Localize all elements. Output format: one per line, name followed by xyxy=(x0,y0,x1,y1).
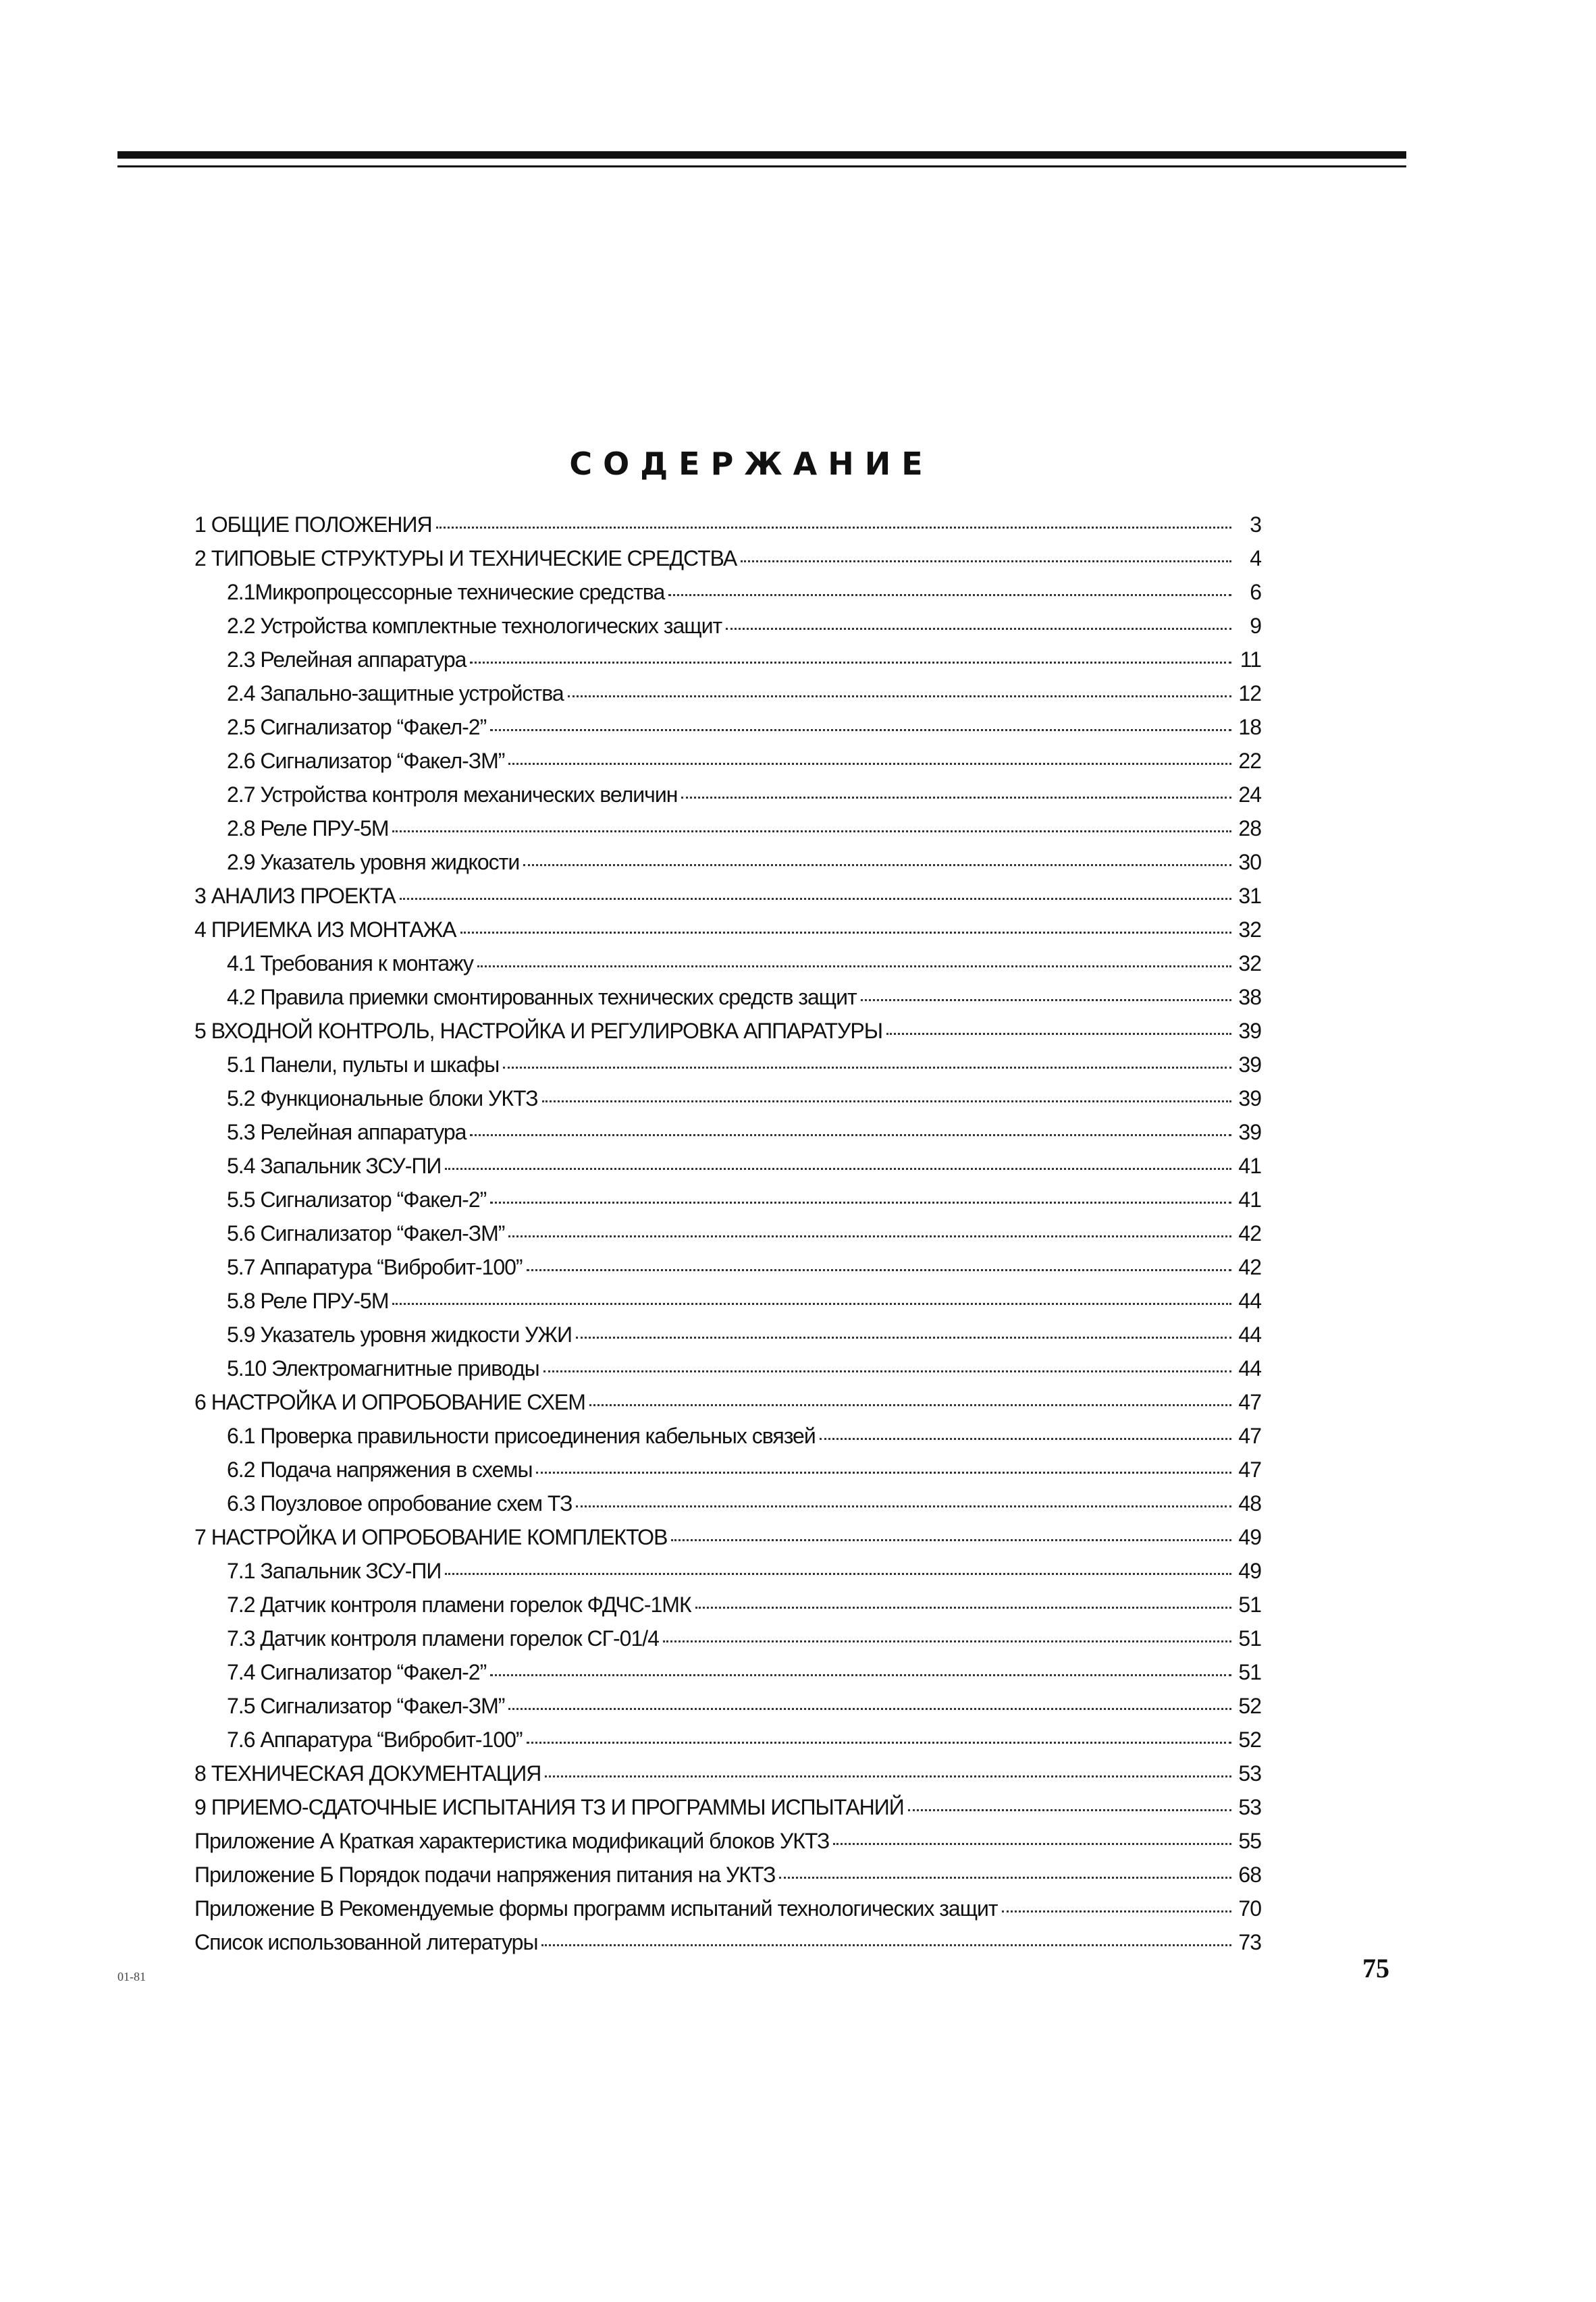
toc-entry xyxy=(194,1588,1261,1622)
toc-entry-title: 7.4 Сигнализатор “Факел-2” xyxy=(227,1660,487,1684)
toc-entry-title: Список использованной литературы xyxy=(194,1930,538,1954)
toc-entry-page: 51 xyxy=(1238,1592,1261,1617)
dot-leader xyxy=(589,1399,1231,1406)
toc-entry-page: 12 xyxy=(1238,681,1261,705)
toc-entry-page: 47 xyxy=(1238,1390,1261,1414)
toc-entry-page: 53 xyxy=(1238,1761,1261,1786)
toc-entry xyxy=(194,710,1261,744)
dot-leader xyxy=(886,1027,1231,1035)
toc-entry xyxy=(194,811,1261,845)
toc-entry-page: 9 xyxy=(1250,614,1261,638)
dot-leader xyxy=(668,589,1231,596)
dot-leader xyxy=(460,926,1232,934)
toc-entry-title: 6 НАСТРОЙКА И ОПРОБОВАНИЕ СХЕМ xyxy=(194,1390,585,1414)
toc-entry-page: 4 xyxy=(1250,546,1261,570)
toc-entry-title: 5.3 Релейная аппаратура xyxy=(227,1120,467,1144)
toc-entry-page: 55 xyxy=(1238,1829,1261,1853)
toc-entry-title: 9 ПРИЕМО-СДАТОЧНЫЕ ИСПЫТАНИЯ ТЗ И ПРОГРАММЫ ИСПЫТАНИЙ xyxy=(194,1795,904,1819)
dot-leader xyxy=(490,1196,1231,1204)
toc-entry xyxy=(194,1655,1261,1689)
dot-leader xyxy=(477,960,1231,967)
toc-entry-page: 18 xyxy=(1238,715,1261,739)
toc-entry-page: 44 xyxy=(1238,1356,1261,1381)
toc-entry-title: 5.1 Панели, пульты и шкафы xyxy=(227,1052,500,1077)
page-number: 75 xyxy=(1362,1953,1389,1983)
toc-entry-page: 6 xyxy=(1250,580,1261,604)
dot-leader xyxy=(681,791,1231,799)
toc-entry-title: 2.9 Указатель уровня жидкости xyxy=(227,850,520,874)
dot-leader xyxy=(470,656,1231,664)
toc-entry-page: 41 xyxy=(1238,1187,1261,1212)
toc-entry xyxy=(194,1689,1261,1723)
toc-entry xyxy=(194,1318,1261,1351)
dot-leader xyxy=(508,1230,1231,1237)
toc-entry-page: 39 xyxy=(1238,1120,1261,1144)
toc-entry-page: 42 xyxy=(1238,1255,1261,1279)
toc-entry-page: 31 xyxy=(1238,884,1261,908)
dot-leader xyxy=(527,1736,1231,1744)
toc-entry xyxy=(194,1757,1261,1790)
toc-entry-title: Приложение В Рекомендуемые формы программ испытаний технологических защит xyxy=(194,1896,998,1921)
dot-leader xyxy=(576,1500,1231,1507)
toc-entry xyxy=(194,1790,1261,1824)
toc-entry xyxy=(194,609,1261,643)
toc-entry-title: 5.5 Сигнализатор “Факел-2” xyxy=(227,1187,487,1212)
toc-entry xyxy=(194,778,1261,811)
toc-entry-title: 2.1Микропроцессорные технические средства xyxy=(227,580,665,604)
toc-entry xyxy=(194,946,1261,980)
toc-entry-page: 51 xyxy=(1238,1626,1261,1651)
toc-entry-page: 39 xyxy=(1238,1086,1261,1110)
header-rule-thin xyxy=(117,165,1406,167)
toc-entry-title: 5.8 Реле ПРУ-5М xyxy=(227,1289,389,1313)
toc-entry xyxy=(194,1419,1261,1453)
toc-entry-title: 2.6 Сигнализатор “Факел-ЗМ” xyxy=(227,749,505,773)
toc-entry xyxy=(194,1453,1261,1487)
dot-leader xyxy=(445,1568,1231,1575)
toc-entry xyxy=(194,1925,1261,1959)
toc-entry-title: 5 ВХОДНОЙ КОНТРОЛЬ, НАСТРОЙКА И РЕГУЛИРОВКА АППАРАТУРЫ xyxy=(194,1019,883,1043)
dot-leader xyxy=(490,1669,1231,1676)
toc-entry xyxy=(194,980,1261,1014)
dot-leader xyxy=(543,1365,1231,1372)
toc-entry-page: 39 xyxy=(1238,1019,1261,1043)
toc-entry-page: 32 xyxy=(1238,917,1261,942)
toc-entry-title: Приложение А Краткая характеристика модификаций блоков УКТЗ xyxy=(194,1829,830,1853)
print-code: 01-81 xyxy=(117,1970,146,1983)
toc-entry-title: 7.2 Датчик контроля пламени горелок ФДЧС-1МК xyxy=(227,1592,691,1617)
toc-entry-page: 49 xyxy=(1238,1525,1261,1549)
toc-entry-title: 7.3 Датчик контроля пламени горелок СГ-01/4 xyxy=(227,1626,659,1651)
toc-entry-title: 4.1 Требования к монтажу xyxy=(227,951,473,975)
dot-leader xyxy=(470,1129,1231,1136)
toc-entry-page: 24 xyxy=(1238,782,1261,807)
toc-entry-title: 5.9 Указатель уровня жидкости УЖИ xyxy=(227,1322,572,1347)
toc-entry-page: 41 xyxy=(1238,1154,1261,1178)
toc-entry xyxy=(194,1487,1261,1520)
dot-leader xyxy=(527,1264,1231,1271)
toc-entry-page: 44 xyxy=(1238,1322,1261,1347)
toc-entry-title: 6.1 Проверка правильности присоединения кабельных связей xyxy=(227,1424,816,1448)
toc-entry-page: 48 xyxy=(1238,1491,1261,1516)
toc-entry-title: 2.3 Релейная аппаратура xyxy=(227,647,467,672)
toc-entry xyxy=(194,879,1261,913)
toc-entry-page: 32 xyxy=(1238,951,1261,975)
toc-entry-title: 7 НАСТРОЙКА И ОПРОБОВАНИЕ КОМПЛЕКТОВ xyxy=(194,1525,668,1549)
toc-entry xyxy=(194,676,1261,710)
toc-entry-title: 2.7 Устройства контроля механических величин xyxy=(227,782,678,807)
toc-entry-title: 2 ТИПОВЫЕ СТРУКТУРЫ И ТЕХНИЧЕСКИЕ СРЕДСТВА xyxy=(194,546,737,570)
toc-entry xyxy=(194,1216,1261,1250)
toc-entry xyxy=(194,575,1261,609)
toc-entry xyxy=(194,845,1261,879)
toc-entry-page: 68 xyxy=(1238,1863,1261,1887)
dot-leader xyxy=(908,1804,1231,1811)
dot-leader xyxy=(726,622,1231,630)
dot-leader xyxy=(1002,1905,1231,1912)
toc-entry-title: 7.1 Запальник ЗСУ-ПИ xyxy=(227,1559,442,1583)
toc-entry xyxy=(194,1723,1261,1757)
toc-entry-title: 2.5 Сигнализатор “Факел-2” xyxy=(227,715,487,739)
toc-entry xyxy=(194,508,1261,541)
toc-entry-title: 5.10 Электромагнитные приводы xyxy=(227,1356,539,1381)
toc-entry xyxy=(194,1081,1261,1115)
toc-entry-page: 53 xyxy=(1238,1795,1261,1819)
toc-entry-page: 47 xyxy=(1238,1457,1261,1482)
toc-entry xyxy=(194,1622,1261,1655)
toc-entry-title: Приложение Б Порядок подачи напряжения питания на УКТЗ xyxy=(194,1863,776,1887)
dot-leader xyxy=(392,825,1231,832)
toc-entry-page: 3 xyxy=(1250,512,1261,537)
toc-entry-page: 38 xyxy=(1238,985,1261,1009)
toc-entry xyxy=(194,1351,1261,1385)
dot-leader xyxy=(536,1466,1231,1474)
dot-leader xyxy=(779,1871,1231,1879)
dot-leader xyxy=(523,859,1231,866)
toc-entry xyxy=(194,1149,1261,1183)
table-of-contents xyxy=(194,508,1261,1959)
toc-entry xyxy=(194,1892,1261,1925)
toc-entry-title: 5.6 Сигнализатор “Факел-ЗМ” xyxy=(227,1221,505,1246)
dot-leader xyxy=(741,555,1231,562)
toc-entry xyxy=(194,541,1261,575)
dot-leader xyxy=(503,1061,1231,1069)
toc-entry xyxy=(194,1385,1261,1419)
toc-entry xyxy=(194,643,1261,676)
toc-entry xyxy=(194,1520,1261,1554)
dot-leader xyxy=(820,1433,1231,1440)
toc-entry-page: 39 xyxy=(1238,1052,1261,1077)
toc-entry-title: 6.3 Поузловое опробование схем ТЗ xyxy=(227,1491,573,1516)
toc-entry-page: 70 xyxy=(1238,1896,1261,1921)
dot-leader xyxy=(392,1297,1231,1305)
toc-entry xyxy=(194,1250,1261,1284)
toc-entry-page: 52 xyxy=(1238,1728,1261,1752)
toc-entry-title: 3 АНАЛИЗ ПРОЕКТА xyxy=(194,884,396,908)
toc-entry xyxy=(194,1048,1261,1081)
dot-leader xyxy=(490,724,1231,731)
dot-leader xyxy=(542,1095,1231,1102)
dot-leader xyxy=(568,690,1231,697)
toc-entry-title: 4.2 Правила приемки смонтированных технических средств защит xyxy=(227,985,857,1009)
toc-entry-page: 11 xyxy=(1240,647,1261,672)
toc-entry-page: 51 xyxy=(1238,1660,1261,1684)
toc-entry xyxy=(194,1824,1261,1858)
toc-entry xyxy=(194,1284,1261,1318)
toc-entry-page: 44 xyxy=(1238,1289,1261,1313)
dot-leader xyxy=(545,1770,1231,1777)
dot-leader xyxy=(861,994,1231,1001)
toc-entry-title: 1 ОБЩИЕ ПОЛОЖЕНИЯ xyxy=(194,512,432,537)
toc-entry xyxy=(194,1115,1261,1149)
toc-entry-title: 2.4 Запально-защитные устройства xyxy=(227,681,564,705)
toc-entry-title: 6.2 Подача напряжения в схемы xyxy=(227,1457,533,1482)
dot-leader xyxy=(541,1939,1231,1946)
toc-entry-page: 30 xyxy=(1238,850,1261,874)
toc-entry-title: 7.6 Аппаратура “Вибробит-100” xyxy=(227,1728,523,1752)
toc-entry-page: 49 xyxy=(1238,1559,1261,1583)
dot-leader xyxy=(695,1601,1231,1609)
page-title: СОДЕРЖАНИЕ xyxy=(569,446,934,482)
toc-entry-title: 4 ПРИЕМКА ИЗ МОНТАЖА xyxy=(194,917,456,942)
toc-entry xyxy=(194,1554,1261,1588)
toc-entry-page: 47 xyxy=(1238,1424,1261,1448)
toc-entry-page: 52 xyxy=(1238,1694,1261,1718)
toc-entry xyxy=(194,913,1261,946)
dot-leader xyxy=(508,757,1231,765)
toc-entry-title: 5.7 Аппаратура “Вибробит-100” xyxy=(227,1255,523,1279)
toc-entry-page: 22 xyxy=(1238,749,1261,773)
toc-entry-title: 8 ТЕХНИЧЕСКАЯ ДОКУМЕНТАЦИЯ xyxy=(194,1761,541,1786)
dot-leader xyxy=(576,1331,1231,1339)
dot-leader xyxy=(663,1635,1231,1642)
dot-leader xyxy=(508,1703,1231,1710)
toc-entry-page: 73 xyxy=(1238,1930,1261,1954)
dot-leader xyxy=(445,1162,1231,1170)
toc-entry xyxy=(194,744,1261,778)
toc-entry xyxy=(194,1014,1261,1048)
toc-entry-page: 42 xyxy=(1238,1221,1261,1246)
header-rule-thick xyxy=(117,151,1406,159)
toc-entry-title: 5.4 Запальник ЗСУ-ПИ xyxy=(227,1154,442,1178)
toc-entry-title: 2.8 Реле ПРУ-5М xyxy=(227,816,389,840)
dot-leader xyxy=(833,1838,1231,1845)
toc-entry xyxy=(194,1183,1261,1216)
dot-leader xyxy=(400,892,1231,900)
toc-entry-title: 2.2 Устройства комплектные технологических защит xyxy=(227,614,722,638)
toc-entry xyxy=(194,1858,1261,1892)
dot-leader xyxy=(671,1534,1231,1541)
dot-leader xyxy=(436,521,1231,529)
toc-entry-page: 28 xyxy=(1238,816,1261,840)
toc-entry-title: 5.2 Функциональные блоки УКТЗ xyxy=(227,1086,538,1110)
toc-entry-title: 7.5 Сигнализатор “Факел-ЗМ” xyxy=(227,1694,505,1718)
